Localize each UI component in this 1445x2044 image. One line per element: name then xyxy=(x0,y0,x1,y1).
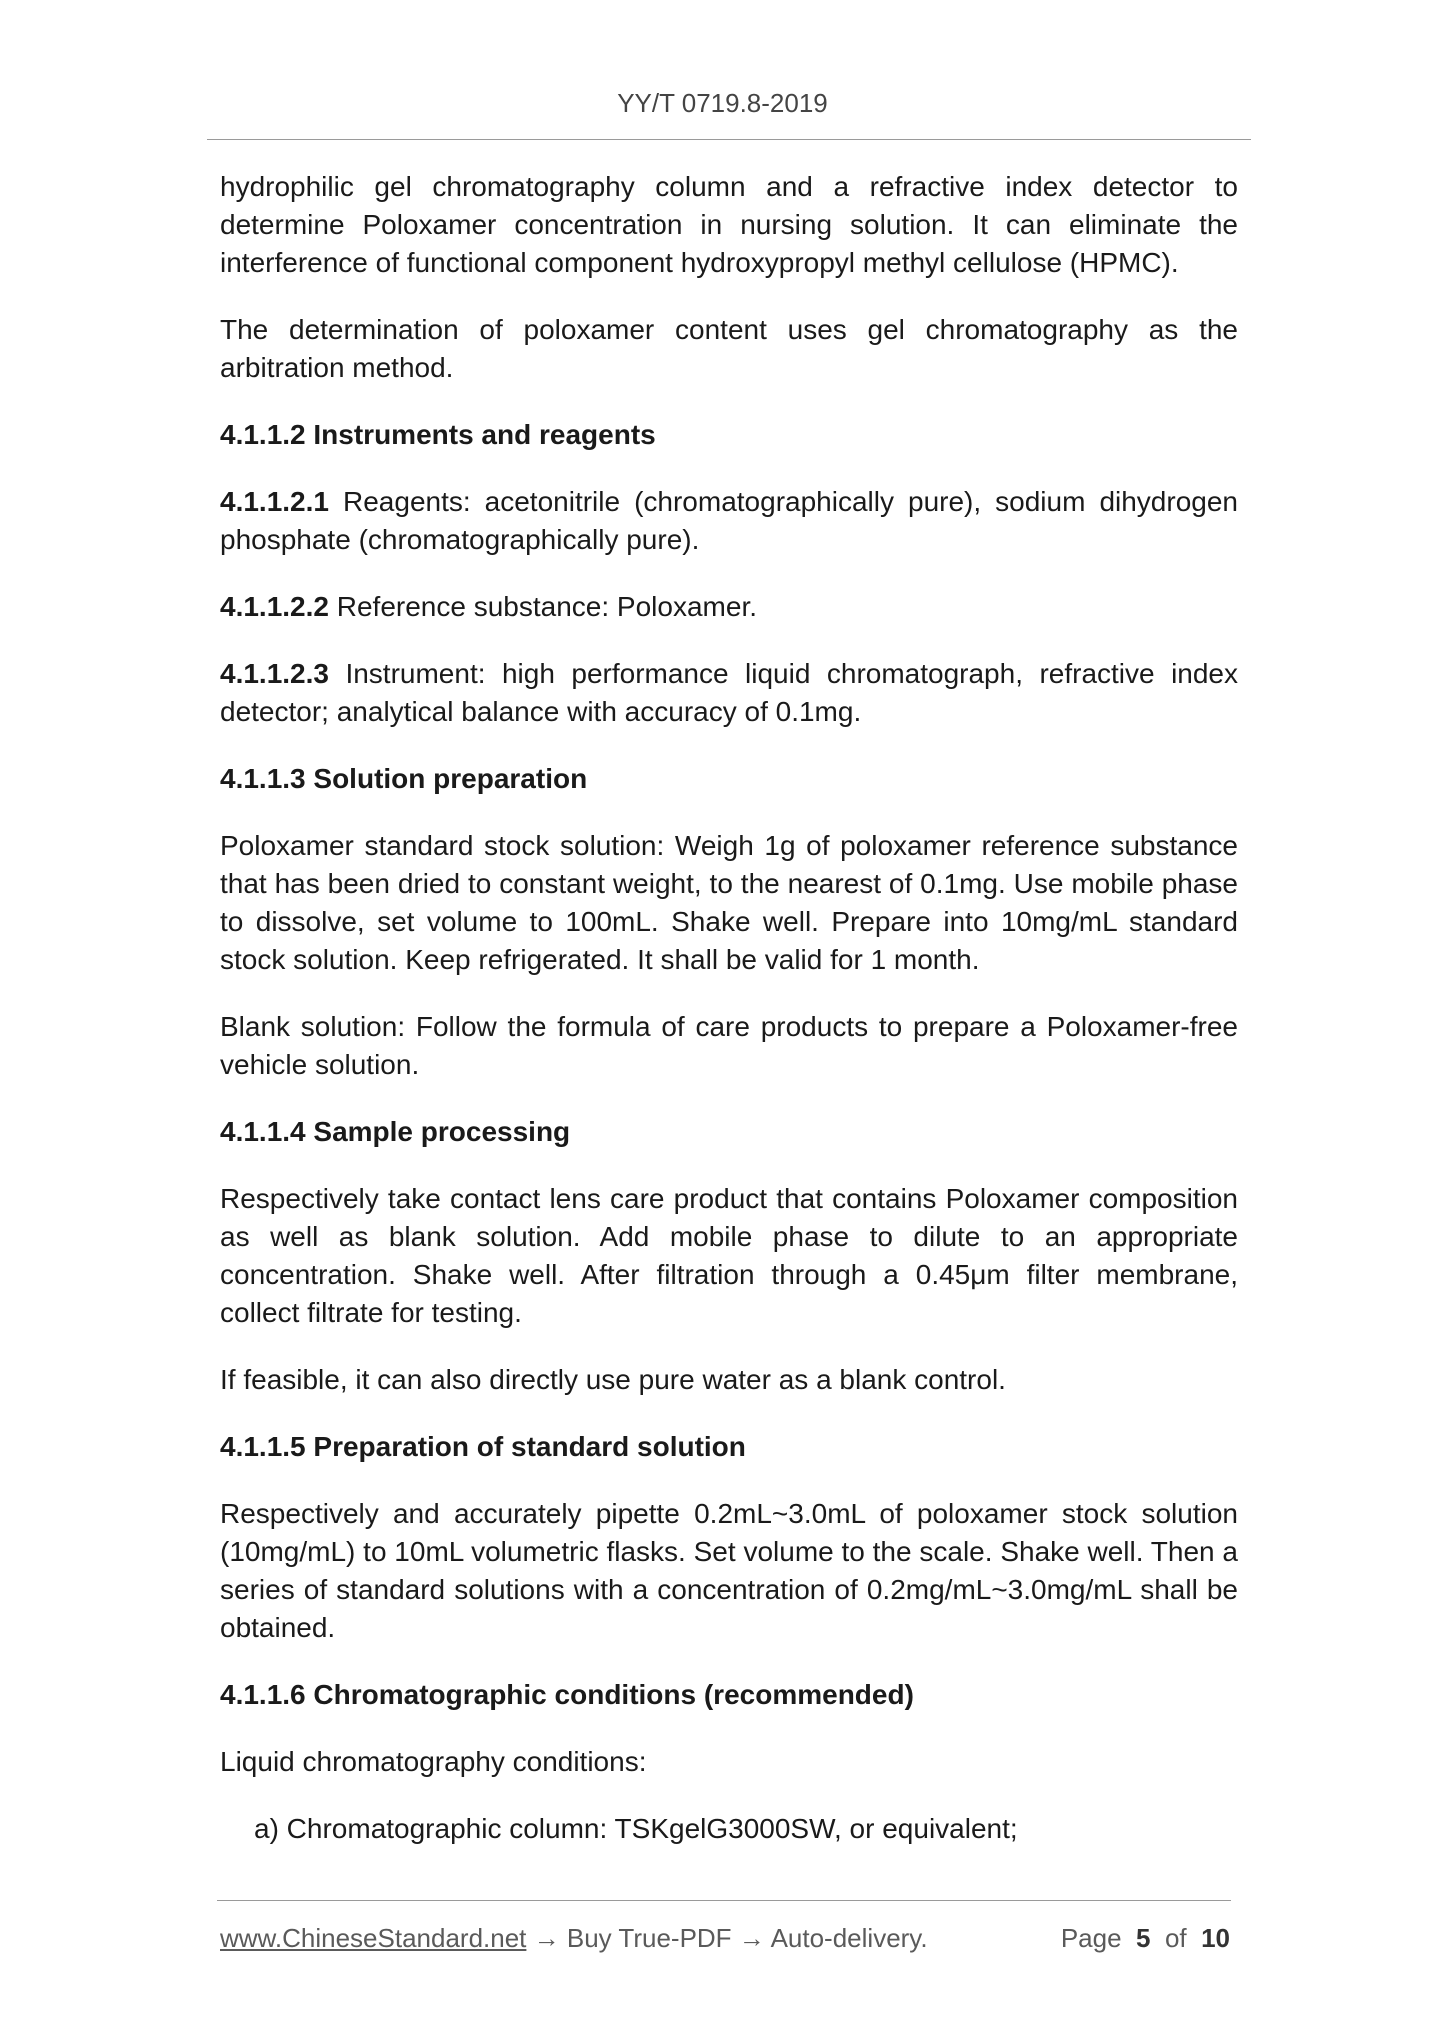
clause-4-1-1-2-3 xyxy=(220,655,1238,731)
section-heading-4-1-1-2: 4.1.1.2 Instruments and reagents xyxy=(220,419,656,450)
page-number xyxy=(1061,1923,1230,1954)
document-body xyxy=(220,168,1238,1877)
clause-4-1-1-2-2 xyxy=(220,588,1238,626)
clause-4-1-1-2-1 xyxy=(220,483,1238,559)
footer-divider xyxy=(217,1900,1231,1901)
clause-text: Reference substance: Poloxamer. xyxy=(328,591,757,622)
section-heading-4-1-1-4: 4.1.1.4 Sample processing xyxy=(220,1116,571,1147)
website-link[interactable]: www.ChineseStandard.net xyxy=(220,1923,527,1953)
footer-tagline: → Buy True-PDF → Auto-delivery. xyxy=(526,1923,928,1953)
standard-id: YY/T 0719.8-2019 xyxy=(617,88,828,118)
section-heading-4-1-1-6: 4.1.1.6 Chromatographic conditions (recommended) xyxy=(220,1679,914,1710)
paragraph-lc-conditions: Liquid chromatography conditions: xyxy=(220,1746,647,1777)
section-heading-4-1-1-5: 4.1.1.5 Preparation of standard solution xyxy=(220,1431,746,1462)
paragraph-intro: hydrophilic gel chromatography column and a refractive index detector to determine Poloxamer concentration in nursing solution. It can eliminate the interference of functional component hydroxypropyl methyl cellulose (HPMC). xyxy=(220,171,1238,278)
page-header xyxy=(0,88,1445,119)
paragraph-stock-solution: Poloxamer standard stock solution: Weigh 1g of poloxamer reference substance that has been dried to constant weight, to the nearest of 0.1mg. Use mobile phase to dissolve, set volume to 100mL. Shake well. Prepare into 10mg/mL standard stock solution. Keep refrigerated. It shall be valid for 1 month. xyxy=(220,830,1238,975)
section-heading-4-1-1-3: 4.1.1.3 Solution preparation xyxy=(220,763,588,794)
clause-text: Instrument: high performance liquid chromatograph, refractive index detector; analytical balance with accuracy of 0.1mg. xyxy=(220,658,1238,727)
page-total: 10 xyxy=(1201,1923,1230,1953)
header-divider xyxy=(207,139,1251,140)
clause-text: Reagents: acetonitrile (chromatographically pure), sodium dihydrogen phosphate (chromatographically pure). xyxy=(220,486,1238,555)
page-current: 5 xyxy=(1136,1923,1151,1953)
page-footer xyxy=(220,1923,1230,1954)
clause-number: 4.1.1.2.1 xyxy=(220,486,329,517)
clause-number: 4.1.1.2.3 xyxy=(220,658,329,689)
page-of: of xyxy=(1164,1923,1187,1953)
paragraph-arbitration: The determination of poloxamer content uses gel chromatography as the arbitration method. xyxy=(220,314,1238,383)
paragraph-blank-solution: Blank solution: Follow the formula of care products to prepare a Poloxamer-free vehicle solution. xyxy=(220,1011,1238,1080)
paragraph-sample-processing: Respectively take contact lens care product that contains Poloxamer composition as well as blank solution. Add mobile phase to dilute to an appropriate concentration. Shake well. After filtration through a 0.45μm filter membrane, collect filtrate for testing. xyxy=(220,1183,1238,1328)
clause-number: 4.1.1.2.2 xyxy=(220,591,329,622)
paragraph-standard-solution: Respectively and accurately pipette 0.2mL~3.0mL of poloxamer stock solution (10mg/mL) to 10mL volumetric flasks. Set volume to the scale. Shake well. Then a series of standard solutions with a concentration of 0.2mg/mL~3.0mg/mL shall be obtained. xyxy=(220,1498,1238,1643)
list-item-a: a) Chromatographic column: TSKgelG3000SW, or equivalent; xyxy=(254,1813,1018,1844)
paragraph-feasible: If feasible, it can also directly use pure water as a blank control. xyxy=(220,1364,1006,1395)
page-label: Page xyxy=(1060,1923,1122,1953)
